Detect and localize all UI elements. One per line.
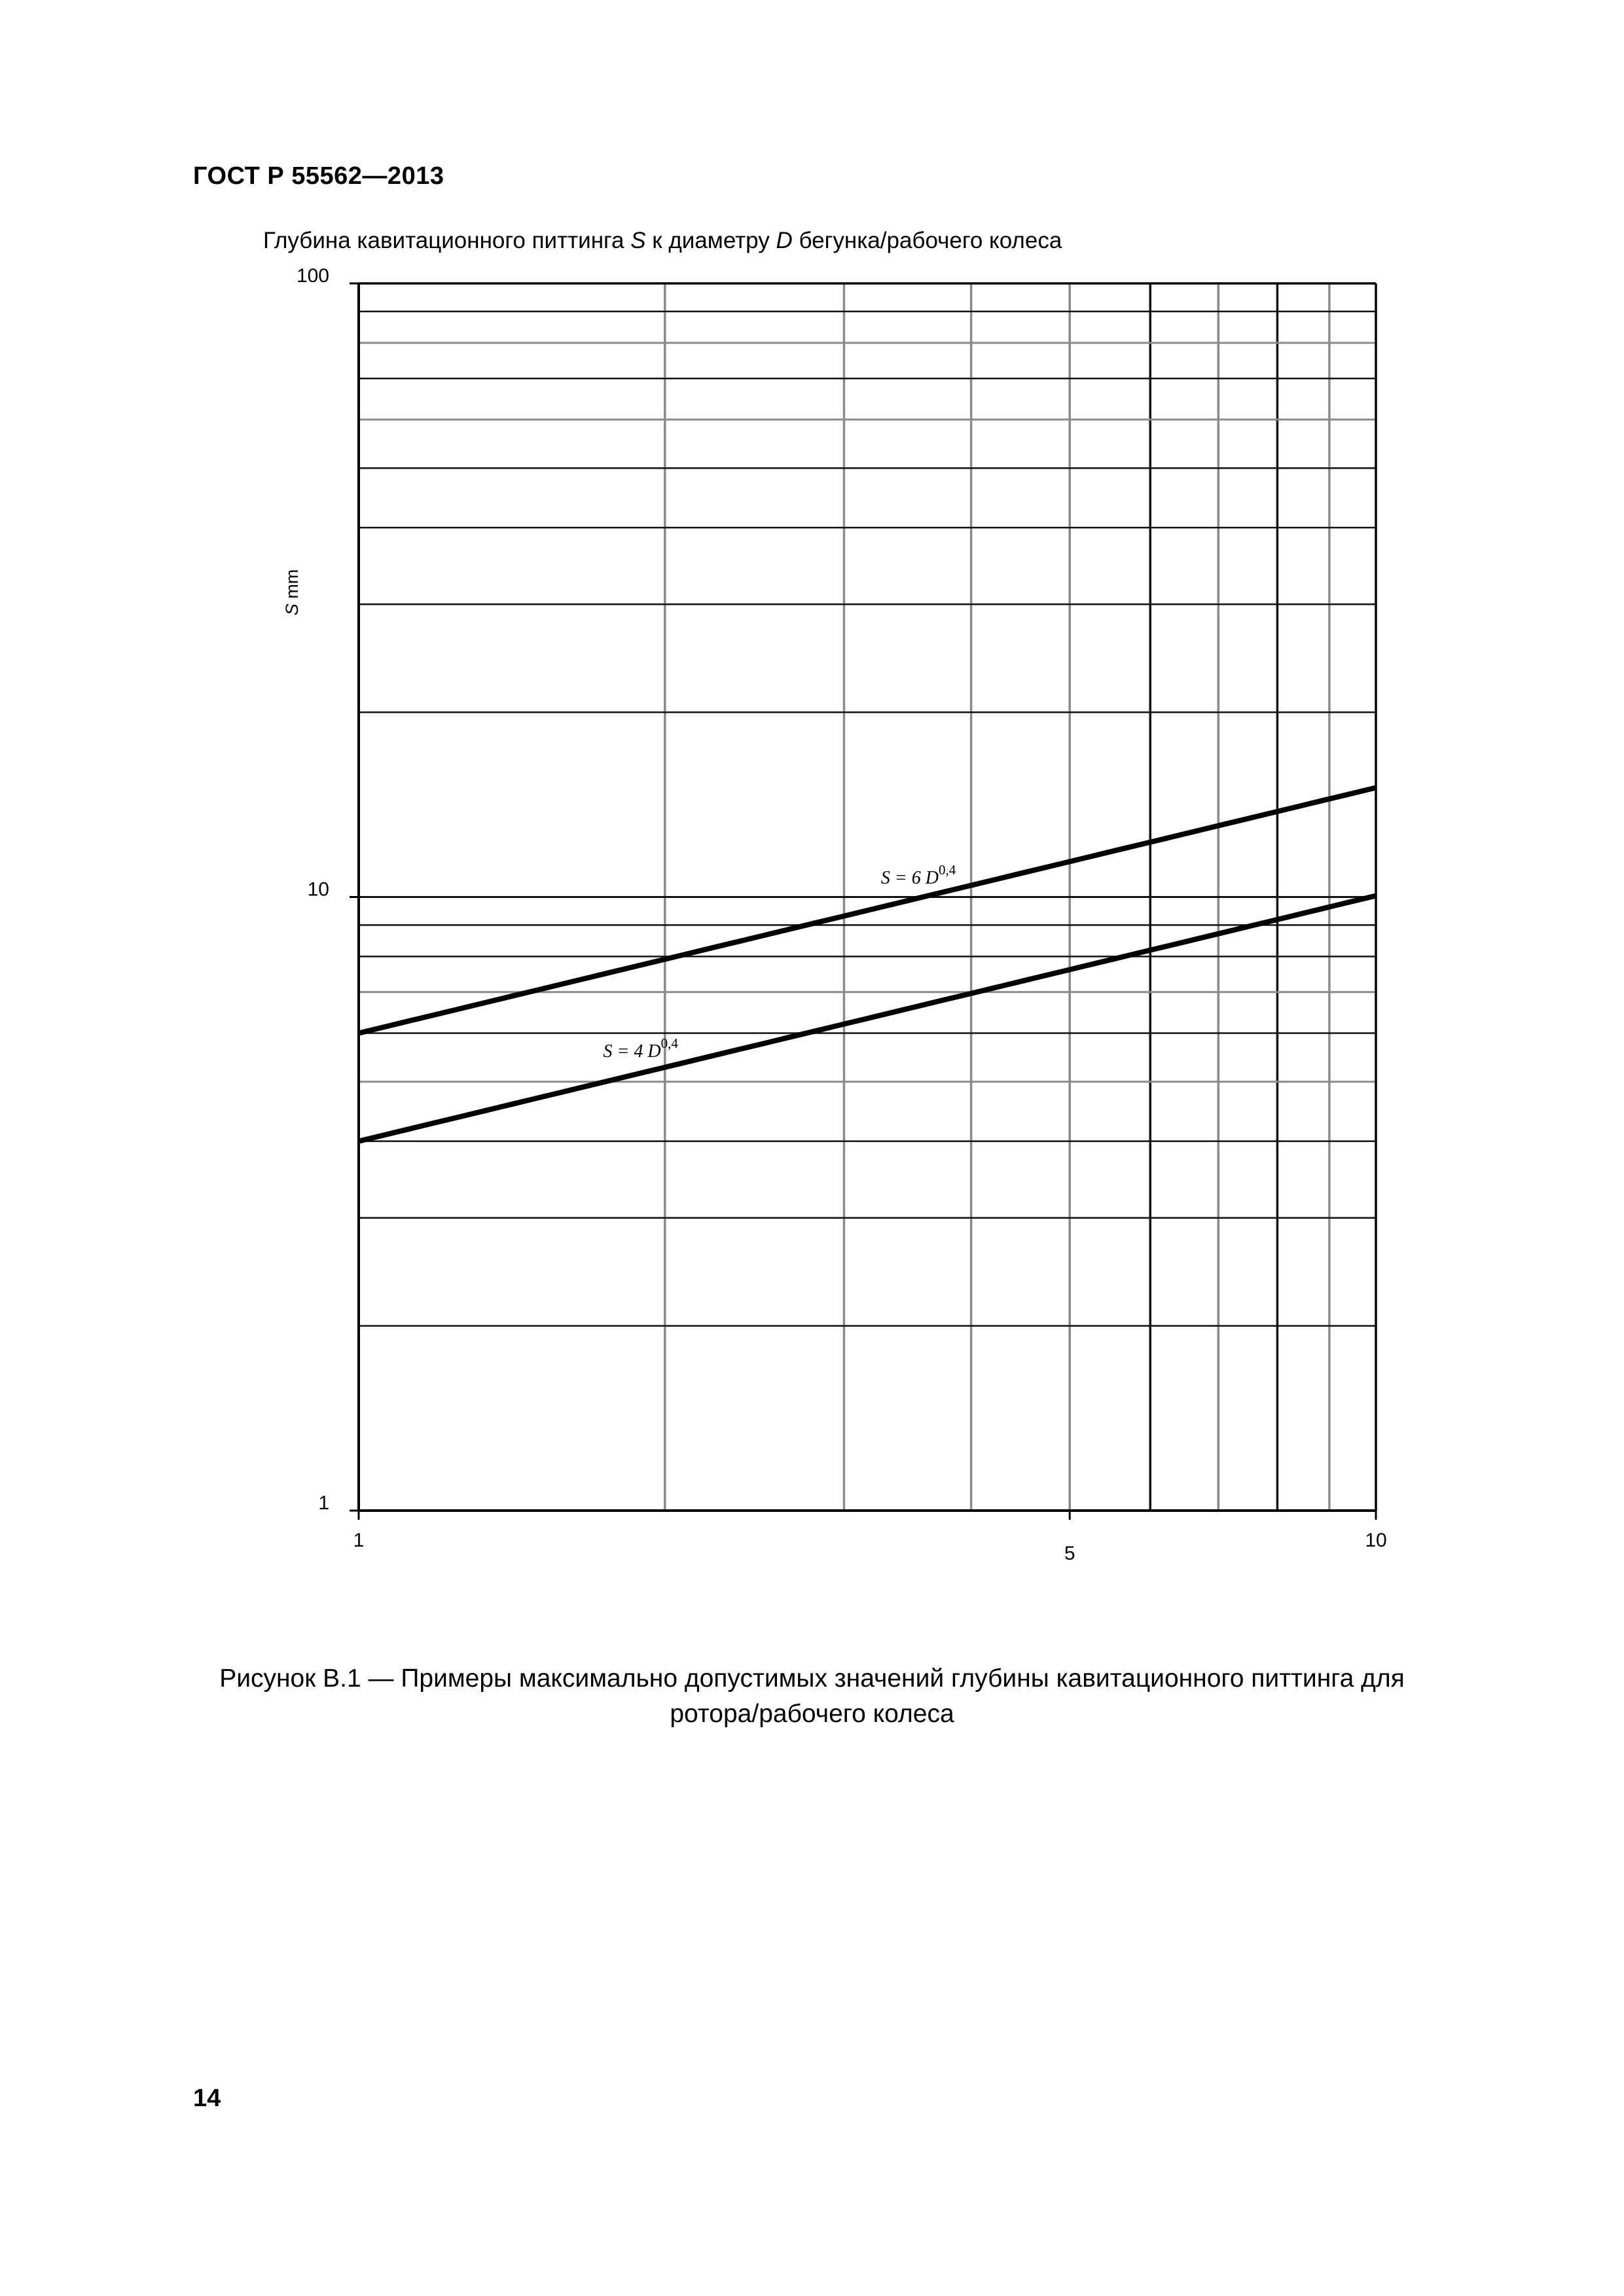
series-label-exponent: 0,4	[660, 1035, 678, 1051]
series-layer	[359, 788, 1376, 1141]
y-axis-title-unit: mm	[282, 569, 302, 604]
grid-layer	[359, 283, 1376, 1511]
labels-layer	[282, 265, 1387, 1564]
page-number: 14	[193, 2085, 221, 2112]
series-label-s4	[604, 1035, 679, 1062]
document-header: ГОСТ Р 55562—2013	[193, 162, 444, 190]
chart-title-part2: к диаметру	[645, 228, 776, 253]
y-axis-title-var: S	[282, 603, 302, 616]
series-line-s4	[359, 896, 1376, 1141]
y-tick-label: 10	[307, 878, 329, 901]
series-label-main: S = 6 D	[880, 868, 939, 889]
chart-title-var-s: S	[630, 228, 646, 253]
chart-title-part1: Глубина кавитационного питтинга	[263, 228, 631, 253]
figure-caption-line1: Рисунок В.1 — Примеры максимально допустимых значений глубины кавитационного питтинга для	[219, 1664, 1405, 1693]
y-tick-label: 1	[318, 1492, 329, 1514]
y-axis-title	[282, 569, 302, 616]
x-tick-label: 10	[1365, 1530, 1387, 1551]
series-label-exponent: 0,4	[938, 862, 956, 878]
figure-caption-line2: ротора/рабочего колеса	[670, 1700, 954, 1728]
series-label-s6	[881, 862, 956, 888]
y-tick-label: 100	[296, 265, 329, 287]
chart-title-var-d: D	[776, 228, 793, 253]
chart-title-part3: бегунка/рабочего колеса	[792, 228, 1062, 253]
series-line-s6	[359, 788, 1376, 1033]
figure-caption	[131, 1661, 1493, 1732]
x-tick-label: 1	[353, 1530, 365, 1551]
x-tick-label: 5	[1064, 1543, 1075, 1564]
series-label-main: S = 4 D	[603, 1041, 661, 1062]
